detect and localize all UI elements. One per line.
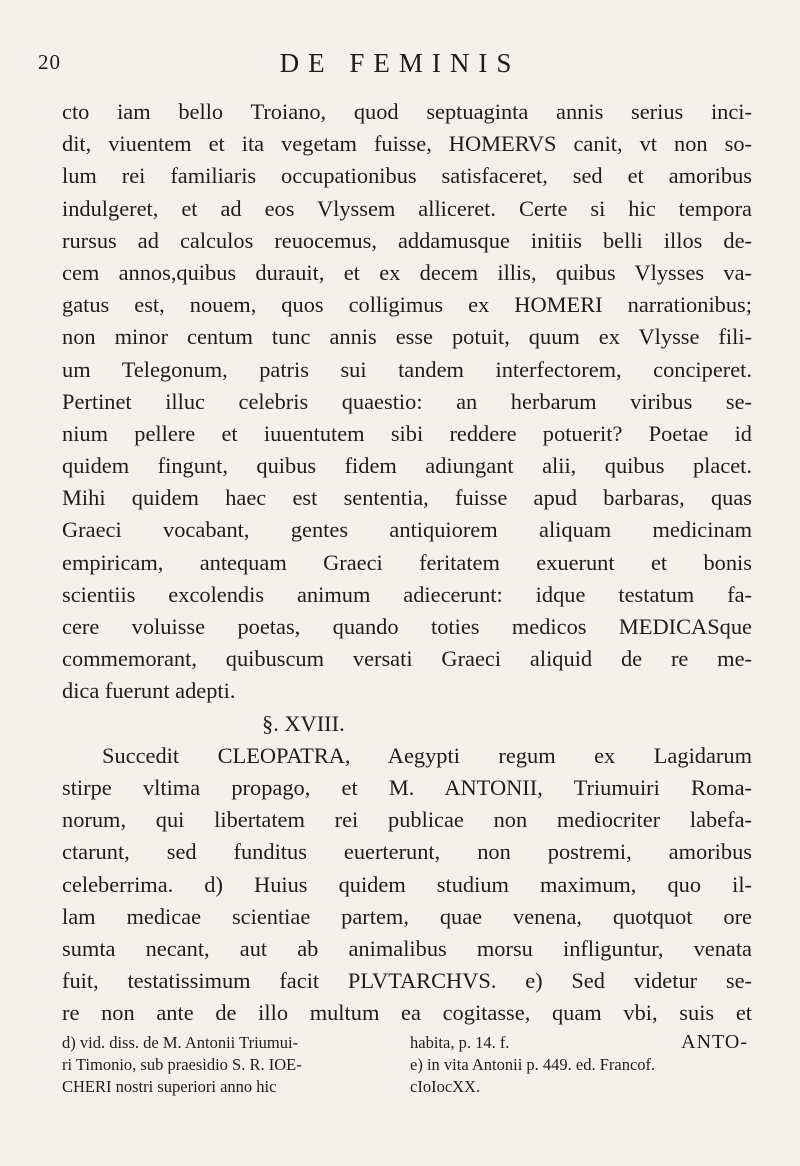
paragraph-1	[62, 96, 752, 708]
footnote-line: d) vid. diss. de M. Antonii Triumui-	[62, 1033, 299, 1052]
text-line: indulgeret, et ad eos Vlyssem alliceret. Certe si hic tempora	[62, 195, 752, 221]
footnote-line: habita, p. 14. f.	[410, 1033, 510, 1052]
body-text	[62, 96, 752, 1055]
text-line: gatus est, nouem, quos colligimus ex HOMERI narrationibus;	[62, 292, 752, 318]
text-line: nium pellere et iuuentutem sibi reddere potuerit? Poetae id	[62, 420, 752, 446]
text-line: norum, qui libertatem rei publicae non mediocriter labefa-	[62, 807, 752, 833]
page-header	[0, 50, 800, 90]
running-title: DE FEMINIS	[279, 48, 521, 78]
footnote-line: ri Timonio, sub praesidio S. R. IOE-	[62, 1055, 302, 1074]
text-line: fuit, testatissimum facit PLVTARCHVS. e) Sed videtur se-	[62, 968, 752, 994]
footnote-line: e) in vita Antonii p. 449. ed. Francof.	[410, 1055, 656, 1074]
text-line: commemorant, quibuscum versati Graeci aliquid de re me-	[62, 646, 752, 672]
text-line: dit, viuentem et ita vegetam fuisse, HOMERVS canit, vt non so-	[62, 131, 752, 157]
section-heading: §. XVIII.	[262, 710, 345, 736]
footnotes-right-column	[410, 1032, 752, 1098]
footnotes-left-column	[62, 1032, 404, 1098]
text-line: Pertinet illuc celebris quaestio: an herbarum viribus se-	[62, 388, 752, 414]
text-line: cem annos,quibus durauit, et ex decem illis, quibus Vlysses va-	[62, 259, 752, 285]
text-line: lum rei familiaris occupationibus satisfaceret, sed et amoribus	[62, 163, 752, 189]
text-line: sumta necant, aut ab animalibus morsu infliguntur, venata	[62, 935, 752, 961]
text-line: cto iam bello Troiano, quod septuaginta annis serius inci-	[62, 99, 752, 124]
text-line: Graeci vocabant, gentes antiquiorem aliquam medicinam	[62, 517, 752, 543]
page-number: 20	[38, 50, 61, 74]
text-line: Succedit CLEOPATRA, Aegypti regum ex Lagidarum	[102, 742, 752, 768]
text-line: scientiis excolendis animum adiecerunt: idque testatum fa-	[62, 581, 752, 607]
footnote-line: cIoIocXX.	[410, 1077, 481, 1096]
text-line: dica fuerunt adepti.	[62, 678, 236, 704]
footnote-line: CHERI nostri superiori anno hic	[62, 1077, 277, 1096]
text-line: quidem fingunt, quibus fidem adiungant alii, quibus placet.	[62, 453, 752, 479]
text-line: um Telegonum, patris sui tandem interfectorem, conciperet.	[62, 356, 752, 382]
text-line: re non ante de illo multum ea cogitasse, quam vbi, suis et	[62, 1000, 752, 1026]
text-line: lam medicae scientiae partem, quae venena, quotquot ore	[62, 903, 752, 929]
text-line: empiricam, antequam Graeci feritatem exuerunt et bonis	[62, 549, 752, 575]
catchword: ANTO-	[681, 1031, 748, 1054]
paragraph-2	[62, 740, 752, 1030]
text-line: Mihi quidem haec est sententia, fuisse apud barbaras, quas	[62, 485, 752, 511]
footnotes	[62, 1032, 752, 1098]
text-line: celeberrima. d) Huius quidem studium maximum, quo il-	[62, 871, 752, 897]
text-line: cere voluisse poetas, quando toties medicos MEDICASque	[62, 614, 752, 639]
text-line: ctarunt, sed funditus euerterunt, non postremi, amoribus	[62, 839, 752, 865]
text-line: rursus ad calculos reuocemus, addamusque initiis belli illos de-	[62, 227, 752, 253]
text-line: stirpe vltima propago, et M. ANTONII, Triumuiri Roma-	[62, 774, 752, 800]
text-line: non minor centum tunc annis esse potuit, quum ex Vlysse fili-	[62, 324, 752, 350]
